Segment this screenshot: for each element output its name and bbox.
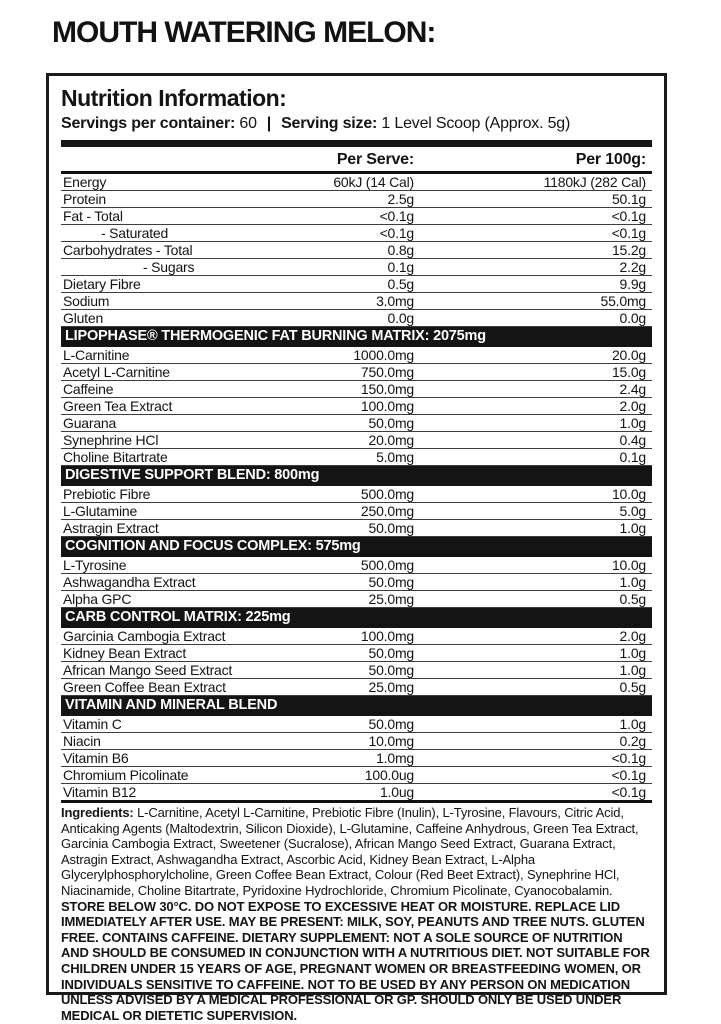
- nutrient-name: Vitamin B12: [63, 784, 137, 800]
- nutrient-name: L-Carnitine: [63, 347, 130, 363]
- per-serve-value: 500.0mg: [360, 486, 414, 502]
- table-row: [61, 557, 652, 574]
- per-serve-value: 150.0mg: [360, 381, 414, 397]
- table-row: [61, 591, 652, 608]
- per-serve-value: 25.0mg: [368, 679, 414, 695]
- per-serve-value: 50.0mg: [368, 520, 414, 536]
- per-100g-value: 0.0g: [619, 310, 646, 326]
- per-100g-value: <0.1g: [611, 750, 646, 766]
- table-row: [61, 276, 652, 293]
- nutrient-name: Green Tea Extract: [63, 398, 173, 414]
- table-row: [61, 310, 652, 327]
- per-serve-value: 500.0mg: [360, 557, 414, 573]
- nutrient-name: - Saturated: [101, 225, 169, 241]
- section-header-bar: CARB CONTROL MATRIX: 225mg: [61, 608, 652, 628]
- per-100g-value: 2.0g: [619, 628, 646, 644]
- per-serve-value: 10.0mg: [368, 733, 414, 749]
- divider-bar: [61, 140, 652, 147]
- serving-size-label: Serving size:: [281, 115, 378, 132]
- nutrient-name: Chromium Picolinate: [63, 767, 189, 783]
- table-row: [61, 225, 652, 242]
- nutrition-table: [61, 174, 652, 801]
- per-100g-value: 5.0g: [619, 503, 646, 519]
- section-header-bar: DIGESTIVE SUPPORT BLEND: 800mg: [61, 466, 652, 486]
- table-row: [61, 784, 652, 801]
- servings-per-container-value: 60: [239, 115, 257, 132]
- ingredients-list: L-Carnitine, Acetyl L-Carnitine, Prebiotic Fibre (Inulin), L-Tyrosine, Flavours, Citric Acid, Anticaking Agents (Maltodextrin, Silicon Dioxide), L-Glutamine, Caffeine Anhydrous, Green Tea Extract, Garcinia Cambogia Extract, Sweetener (Sucralose), African Mango Seed Extract, Guarana Extract, Astragin Extract, Ashwagandha Extract, Ascorbic Acid, Kidney Bean Extract, L-Alpha Glycerylphosphorylcholine, Green Coffee Bean Extract, Colour (Red Beet Extract), Synephrine HCl, Niacinamide, Choline Bitartrate, Pyridoxine Hydrochloride, Chromium Picolinate, Cyanocobalamin.: [61, 805, 639, 898]
- per-serve-value: 0.8g: [387, 242, 414, 258]
- nutrient-name: African Mango Seed Extract: [63, 662, 233, 678]
- nutrient-name: Sodium: [63, 293, 110, 309]
- per-serve-value: 0.0g: [387, 310, 414, 326]
- table-row: [61, 449, 652, 466]
- table-row: [61, 364, 652, 381]
- nutrient-name: Niacin: [63, 733, 101, 749]
- table-row: [61, 574, 652, 591]
- per-serve-value: 0.5g: [387, 276, 414, 292]
- per-100g-value: 0.4g: [619, 432, 646, 448]
- ingredients-label: Ingredients:: [61, 805, 134, 820]
- nutrient-name: Green Coffee Bean Extract: [63, 679, 226, 695]
- per-serve-value: 50.0mg: [368, 415, 414, 431]
- per-serve-value: 25.0mg: [368, 591, 414, 607]
- nutrient-name: Garcinia Cambogia Extract: [63, 628, 226, 644]
- table-row: [61, 398, 652, 415]
- per-100g-value: 15.2g: [611, 242, 646, 258]
- nutrient-name: Astragin Extract: [63, 520, 159, 536]
- per-serve-value: 50.0mg: [368, 662, 414, 678]
- table-row: [61, 259, 652, 276]
- per-100g-value: 20.0g: [611, 347, 646, 363]
- per-100g-value: 50.1g: [611, 191, 646, 207]
- servings-line: [61, 115, 652, 133]
- nutrient-name: Alpha GPC: [63, 591, 132, 607]
- per-serve-column-header: Per Serve:: [336, 151, 414, 168]
- per-100g-value: 0.2g: [619, 733, 646, 749]
- nutrient-name: - Sugars: [143, 259, 195, 275]
- table-row: [61, 767, 652, 784]
- panel-heading: Nutrition Information:: [61, 85, 287, 111]
- table-row: [61, 679, 652, 696]
- page-title: MOUTH WATERING MELON:: [52, 16, 436, 49]
- section-header-bar: VITAMIN AND MINERAL BLEND: [61, 696, 652, 716]
- table-row: [61, 662, 652, 679]
- table-row: [61, 208, 652, 225]
- nutrient-name: Kidney Bean Extract: [63, 645, 187, 661]
- nutrient-name: L-Tyrosine: [63, 557, 127, 573]
- per-100g-value: 0.5g: [619, 591, 646, 607]
- nutrient-name: Energy: [63, 174, 107, 190]
- per-serve-value: 5.0mg: [376, 449, 414, 465]
- per-100g-value: 1180kJ (282 Cal): [543, 174, 646, 190]
- column-header-row: [61, 147, 652, 174]
- nutrient-name: Synephrine HCl: [63, 432, 159, 448]
- per-100g-value: 1.0g: [619, 574, 646, 590]
- per-100g-value: 10.0g: [611, 486, 646, 502]
- per-serve-value: 100.0ug: [364, 767, 414, 783]
- table-row: [61, 503, 652, 520]
- per-100g-value: 55.0mg: [600, 293, 646, 309]
- section-header-bar: COGNITION AND FOCUS COMPLEX: 575mg: [61, 537, 652, 557]
- per-100g-value: <0.1g: [611, 767, 646, 783]
- table-row: [61, 293, 652, 310]
- per-100g-value: <0.1g: [611, 208, 646, 224]
- per-100g-column-header: Per 100g:: [575, 151, 646, 168]
- per-100g-value: 2.4g: [619, 381, 646, 397]
- per-serve-value: 3.0mg: [376, 293, 414, 309]
- nutrient-name: Acetyl L-Carnitine: [63, 364, 170, 380]
- servings-per-container-label: Servings per container:: [61, 115, 236, 132]
- per-100g-value: 1.0g: [619, 716, 646, 732]
- per-100g-value: 1.0g: [619, 520, 646, 536]
- ingredients-warnings: STORE BELOW 30°C. DO NOT EXPOSE TO EXCESSIVE HEAT OR MOISTURE. REPLACE LID IMMEDIATELY AFTER USE. MAY BE PRESENT: MILK, SOY, PEANUTS AND TREE NUTS. GLUTEN FREE. CONTAINS CAFFEINE. DIETARY SUPPLEMENT: NOT A SOLE SOURCE OF NUTRITION AND SHOULD BE CONSUMED IN CONJUNCTION WITH A NUTRITIOUS DIET. NOT SUITABLE FOR CHILDREN UNDER 15 YEARS OF AGE, PREGNANT WOMEN OR BREASTFEEDING WOMEN, OR INDIVIDUALS SENSITIVE TO CAFFEINE. NOT TO BE USED BY ANY PERSON ON MEDICATION UNLESS ADVISED BY A MEDICAL PROFESSIONAL OR GP. SHOULD ONLY BE USED UNDER MEDICAL OR DIETETIC SUPERVISION.: [61, 898, 650, 1023]
- per-serve-value: 100.0mg: [360, 398, 414, 414]
- per-100g-value: <0.1g: [611, 784, 646, 800]
- nutrient-name: Dietary Fibre: [63, 276, 141, 292]
- per-serve-value: 60kJ (14 Cal): [333, 174, 414, 190]
- table-row: [61, 381, 652, 398]
- servings-divider: |: [266, 115, 272, 132]
- table-row: [61, 191, 652, 208]
- per-100g-value: <0.1g: [611, 225, 646, 241]
- nutrient-name: Gluten: [63, 310, 104, 326]
- per-serve-value: 2.5g: [387, 191, 414, 207]
- per-100g-value: 15.0g: [611, 364, 646, 380]
- table-row: [61, 733, 652, 750]
- table-row: [61, 628, 652, 645]
- nutrient-name: Carbohydrates - Total: [63, 242, 193, 258]
- nutrient-name: Choline Bitartrate: [63, 449, 168, 465]
- nutrient-name: Vitamin B6: [63, 750, 129, 766]
- serving-size-value: 1 Level Scoop (Approx. 5g): [381, 115, 571, 132]
- table-row: [61, 174, 652, 191]
- per-100g-value: 2.2g: [619, 259, 646, 275]
- nutrition-panel: [46, 73, 667, 1023]
- table-row: [61, 716, 652, 733]
- section-header-bar: LIPOPHASE® THERMOGENIC FAT BURNING MATRIX: 2075mg: [61, 327, 652, 347]
- per-serve-value: 100.0mg: [360, 628, 414, 644]
- per-100g-value: 1.0g: [619, 645, 646, 661]
- table-row: [61, 486, 652, 503]
- per-serve-value: 20.0mg: [368, 432, 414, 448]
- table-row: [61, 242, 652, 259]
- per-serve-value: 50.0mg: [368, 574, 414, 590]
- nutrient-name: Prebiotic Fibre: [63, 486, 151, 502]
- nutrient-name: Protein: [63, 191, 106, 207]
- table-row: [61, 520, 652, 537]
- per-serve-value: 250.0mg: [360, 503, 414, 519]
- nutrient-name: Guarana: [63, 415, 117, 431]
- ingredients-paragraph: [61, 800, 652, 1023]
- table-row: [61, 415, 652, 432]
- per-serve-value: 1.0ug: [379, 784, 414, 800]
- per-serve-value: <0.1g: [379, 225, 414, 241]
- nutrient-name: Ashwagandha Extract: [63, 574, 196, 590]
- per-serve-value: 0.1g: [387, 259, 414, 275]
- nutrient-name: Fat - Total: [63, 208, 123, 224]
- nutrient-name: Caffeine: [63, 381, 114, 397]
- per-serve-value: 750.0mg: [360, 364, 414, 380]
- table-row: [61, 347, 652, 364]
- per-100g-value: 0.1g: [619, 449, 646, 465]
- table-row: [61, 750, 652, 767]
- per-100g-value: 1.0g: [619, 415, 646, 431]
- nutrient-name: Vitamin C: [63, 716, 122, 732]
- table-row: [61, 432, 652, 449]
- table-row: [61, 645, 652, 662]
- per-serve-value: <0.1g: [379, 208, 414, 224]
- per-serve-value: 1000.0mg: [353, 347, 414, 363]
- per-serve-value: 50.0mg: [368, 716, 414, 732]
- per-100g-value: 9.9g: [619, 276, 646, 292]
- per-100g-value: 1.0g: [619, 662, 646, 678]
- nutrient-name: L-Glutamine: [63, 503, 138, 519]
- per-100g-value: 2.0g: [619, 398, 646, 414]
- per-100g-value: 0.5g: [619, 679, 646, 695]
- per-serve-value: 50.0mg: [368, 645, 414, 661]
- per-serve-value: 1.0mg: [376, 750, 414, 766]
- per-100g-value: 10.0g: [611, 557, 646, 573]
